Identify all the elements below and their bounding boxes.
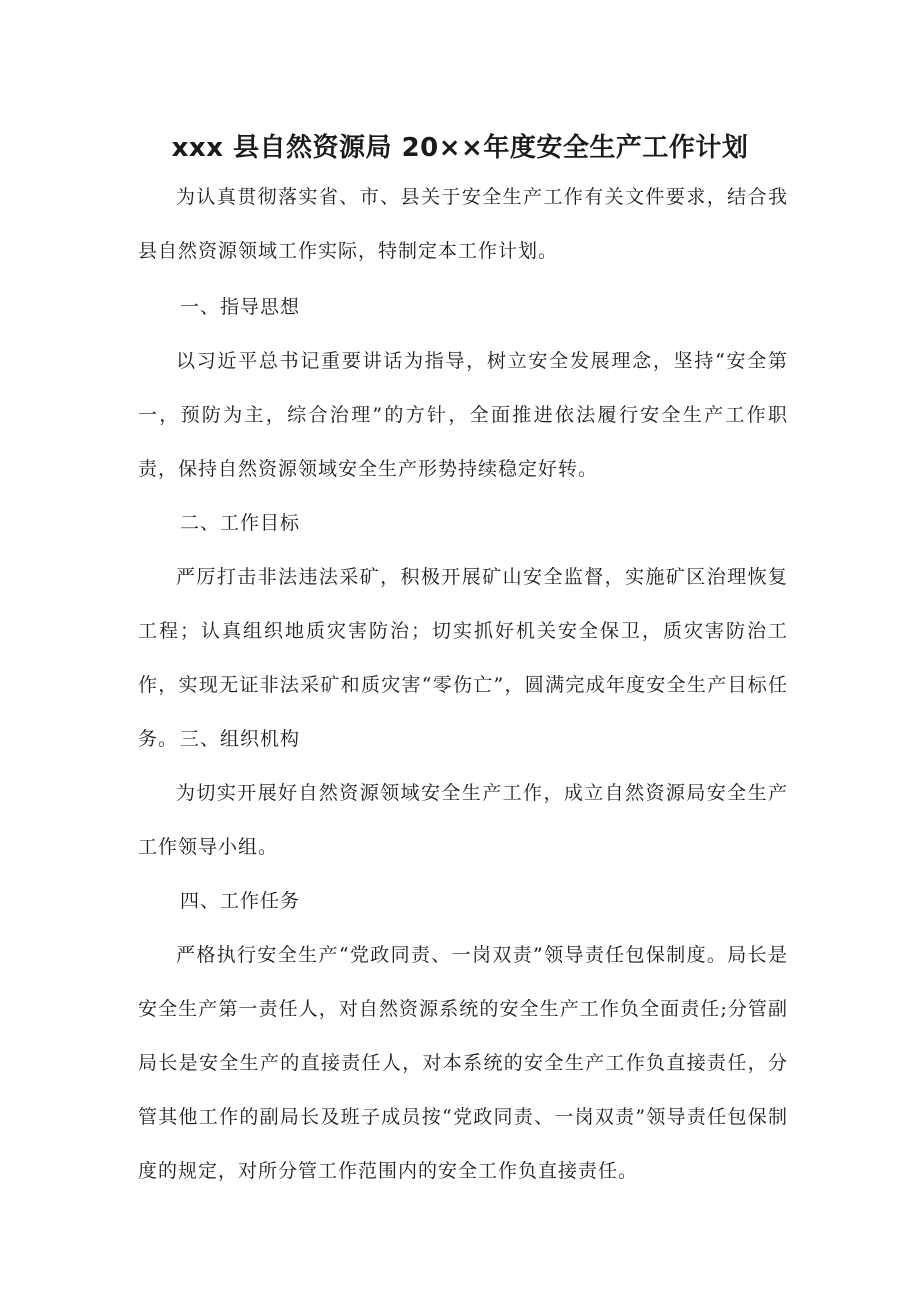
section-heading-work-goals: 二、工作目标 [180, 512, 301, 534]
intro-paragraph: 为认真贯彻落实省、市、县关于安全生产工作有关文件要求，结合我县自然资源领域工作实际，特制定本工作计划。 [138, 186, 788, 262]
section-body-work-goals: 严厉打击非法违法采矿，积极开展矿山安全监督，实施矿区治理恢复工程；认真组织地质灾害防治；切实抓好机关安全保卫，质灾害防治工作，实现无证非法采矿和质灾害“零伤亡”，圆满完成年度安全生产目标任务。 [138, 566, 788, 750]
section-heading-guiding-thought: 一、指导思想 [180, 296, 301, 318]
section-heading-organization: 三、组织机构 [180, 728, 301, 750]
section-body-guiding-thought: 以习近平总书记重要讲话为指导，树立安全发展理念，坚持“安全第一，预防为主，综合治理”的方针，全面推进依法履行安全生产工作职责，保持自然资源领域安全生产形势持续稳定好转。 [138, 350, 788, 480]
section-body-work-tasks: 严格执行安全生产“党政同责、一岗双责”领导责任包保制度。局长是安全生产第一责任人，对自然资源系统的安全生产工作负全面责任;分管副局长是安全生产的直接责任人，对本系统的安全生产工作负直接责任，分管其他工作的副局长及班子成员按“党政同责、一岗双责”领导责任包保制度的规定，对所分管工作范围内的安全工作负直接责任。 [138, 944, 788, 1182]
section-body-organization: 为切实开展好自然资源领域安全生产工作，成立自然资源局安全生产工作领导小组。 [138, 782, 788, 858]
section-heading-work-tasks: 四、工作任务 [180, 890, 301, 912]
document-title: xxx 县自然资源局 20××年度安全生产工作计划 [171, 133, 749, 163]
